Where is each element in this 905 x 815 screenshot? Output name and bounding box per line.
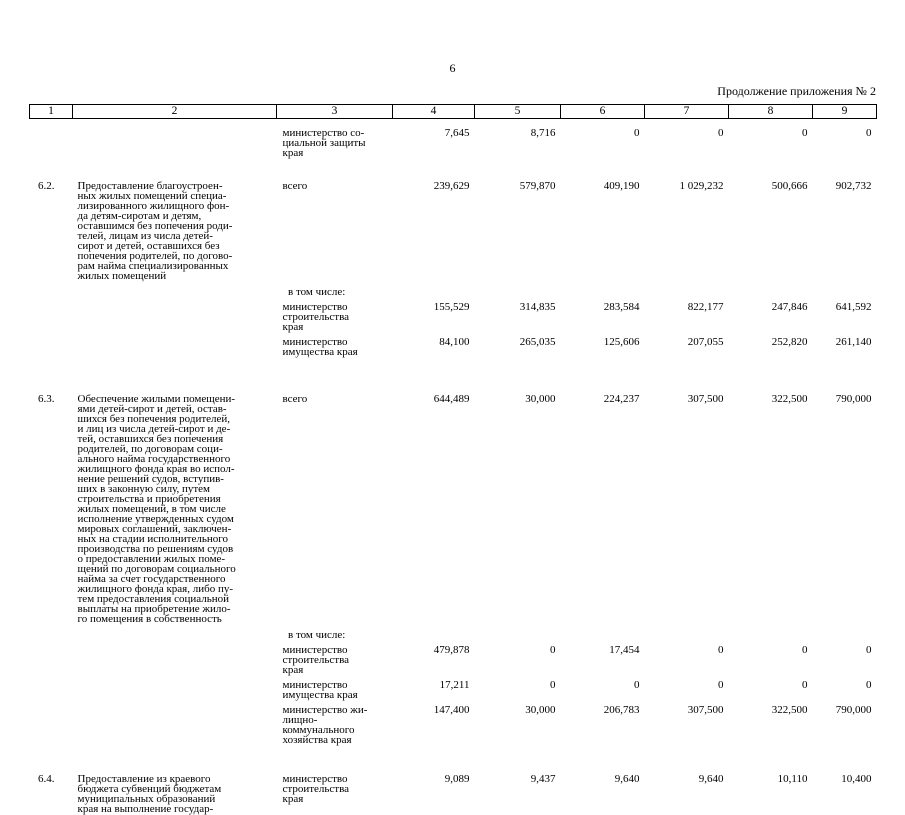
value-col-5: 579,870 [519, 180, 556, 192]
value-col-7: 307,500 [687, 704, 724, 716]
value-col-7: 822,177 [687, 301, 724, 313]
item-description: Обеспечение жилыми помещени- ями детей-сирот и детей, остав- шихся без попечения родителей, и лиц из числа детей-сирот и де- тей, оставшихся без попечения родителей, по договорам соци- ального найма государственного жилищного фонда края во испол- нение решений судов, вступив- ших в законную силу, путем строительства и приобретения жилых помещений, в том числе исполнение утвержденных судом мировых соглашений, заключен- ных на стадии исполнительного производства по решениям судов о предоставлении жилых поме- щений по договорам социального найма за счет государственного жилищного фонда края, либо пу- тем предоставления социальной выплаты на приобретение жило- го помещения в собственность [77, 393, 236, 625]
value-col-7: 1 029,232 [679, 180, 724, 192]
item-description [73, 624, 277, 640]
item-number [30, 297, 73, 332]
value-col-9: 790,000 [835, 704, 872, 716]
item-number: 6.3. [38, 393, 55, 405]
table-row [30, 119, 877, 159]
value-col-8: 500,666 [771, 180, 808, 192]
value-col-8: 0 [802, 127, 808, 139]
value-col-7: 207,055 [687, 336, 724, 348]
value-col-8 [729, 624, 813, 640]
column-number: 1 [30, 105, 73, 119]
column-number-row [30, 105, 877, 119]
table-row [30, 745, 877, 814]
value-col-5: 314,835 [519, 301, 556, 313]
value-col-6: 283,584 [603, 301, 640, 313]
value-col-6: 17,454 [609, 644, 640, 656]
value-col-4: 9,089 [444, 773, 470, 785]
value-col-9 [813, 281, 877, 297]
appendix-table [29, 104, 877, 814]
value-col-7: 0 [718, 679, 724, 691]
value-col-8: 0 [802, 679, 808, 691]
item-number [30, 119, 73, 159]
value-col-8: 0 [802, 644, 808, 656]
column-number: 5 [475, 105, 561, 119]
executor: в том числе: [282, 629, 346, 641]
value-col-6: 0 [634, 127, 640, 139]
value-col-4: 147,400 [433, 704, 470, 716]
item-description [73, 700, 277, 745]
value-col-7 [645, 281, 729, 297]
value-col-4: 479,878 [433, 644, 470, 656]
value-col-8: 10,110 [777, 773, 808, 785]
value-col-5: 8,716 [530, 127, 556, 139]
item-number [30, 332, 73, 357]
item-description: Предоставление благоустроен- ных жилых помещений специа- лизированного жилищного фон- да детям-сиротам и детям, оставшимся без попечения роди- телей, лицам из числа детей- сирот и детей, оставшихся без попечения родителей, по догово- рам найма специализированных жилых помещений [77, 180, 233, 282]
item-number [30, 624, 73, 640]
executor: в том числе: [282, 286, 346, 298]
item-number: 6.4. [38, 773, 55, 785]
continuation-label: Продолжение приложения № 2 [717, 84, 876, 98]
value-col-6: 224,237 [603, 393, 640, 405]
value-col-5 [475, 281, 561, 297]
item-description [73, 119, 277, 159]
value-col-5: 265,035 [519, 336, 556, 348]
value-col-4: 644,489 [433, 393, 470, 405]
executor: министерство строительства края [282, 644, 350, 676]
value-col-9 [813, 624, 877, 640]
table-row [30, 700, 877, 745]
table-row [30, 297, 877, 332]
value-col-6: 206,783 [603, 704, 640, 716]
value-col-7 [645, 624, 729, 640]
value-col-5: 0 [550, 679, 556, 691]
value-col-4: 7,645 [444, 127, 470, 139]
column-number: 6 [561, 105, 645, 119]
value-col-9: 0 [866, 679, 872, 691]
table-row [30, 357, 877, 624]
column-number: 7 [645, 105, 729, 119]
value-col-8: 322,500 [771, 393, 808, 405]
executor: министерство жи- лищно- коммунального хозяйства края [282, 704, 368, 746]
table-row [30, 640, 877, 675]
value-col-4: 84,100 [439, 336, 470, 348]
table-row [30, 281, 877, 297]
item-number [30, 675, 73, 700]
value-col-4 [393, 281, 475, 297]
value-col-5: 9,437 [530, 773, 556, 785]
value-col-6 [561, 624, 645, 640]
executor: всего [282, 393, 308, 405]
value-col-9: 0 [866, 127, 872, 139]
value-col-9: 641,592 [835, 301, 872, 313]
value-col-9: 790,000 [835, 393, 872, 405]
column-number: 3 [277, 105, 393, 119]
value-col-4: 17,211 [439, 679, 470, 691]
value-col-7: 0 [718, 127, 724, 139]
executor: министерство имущества края [282, 679, 358, 701]
value-col-5 [475, 624, 561, 640]
value-col-6: 9,640 [614, 773, 640, 785]
executor: министерство имущества края [282, 336, 358, 358]
item-description [73, 332, 277, 357]
value-col-6: 125,606 [603, 336, 640, 348]
value-col-9: 261,140 [835, 336, 872, 348]
item-description [73, 297, 277, 332]
value-col-9: 10,400 [841, 773, 872, 785]
value-col-7: 0 [718, 644, 724, 656]
item-number: 6.2. [38, 180, 55, 192]
value-col-6: 409,190 [603, 180, 640, 192]
item-description [73, 281, 277, 297]
table-row [30, 624, 877, 640]
column-number: 8 [729, 105, 813, 119]
table-row [30, 675, 877, 700]
value-col-5: 0 [550, 644, 556, 656]
value-col-5: 30,000 [525, 393, 556, 405]
item-number [30, 700, 73, 745]
value-col-4: 239,629 [433, 180, 470, 192]
value-col-4 [393, 624, 475, 640]
item-number [30, 281, 73, 297]
value-col-8: 247,846 [771, 301, 808, 313]
item-description: Предоставление из краевого бюджета субвенций бюджетам муниципальных образований края на выполнение государ- [77, 773, 222, 815]
column-number: 9 [813, 105, 877, 119]
column-number: 4 [393, 105, 475, 119]
item-number [30, 640, 73, 675]
value-col-5: 30,000 [525, 704, 556, 716]
value-col-8: 252,820 [771, 336, 808, 348]
column-number: 2 [73, 105, 277, 119]
value-col-7: 9,640 [698, 773, 724, 785]
executor: министерство строительства края [282, 773, 350, 805]
value-col-8: 322,500 [771, 704, 808, 716]
table-row [30, 332, 877, 357]
value-col-8 [729, 281, 813, 297]
executor: министерство со- циальной защиты края [282, 127, 366, 159]
value-col-6: 0 [634, 679, 640, 691]
value-col-9: 0 [866, 644, 872, 656]
value-col-9: 902,732 [835, 180, 872, 192]
page-number: 6 [449, 61, 456, 75]
value-col-6 [561, 281, 645, 297]
executor: всего [282, 180, 308, 192]
item-description [73, 640, 277, 675]
table-row [30, 158, 877, 281]
executor: министерство строительства края [282, 301, 350, 333]
item-description [73, 675, 277, 700]
value-col-4: 155,529 [433, 301, 470, 313]
value-col-7: 307,500 [687, 393, 724, 405]
